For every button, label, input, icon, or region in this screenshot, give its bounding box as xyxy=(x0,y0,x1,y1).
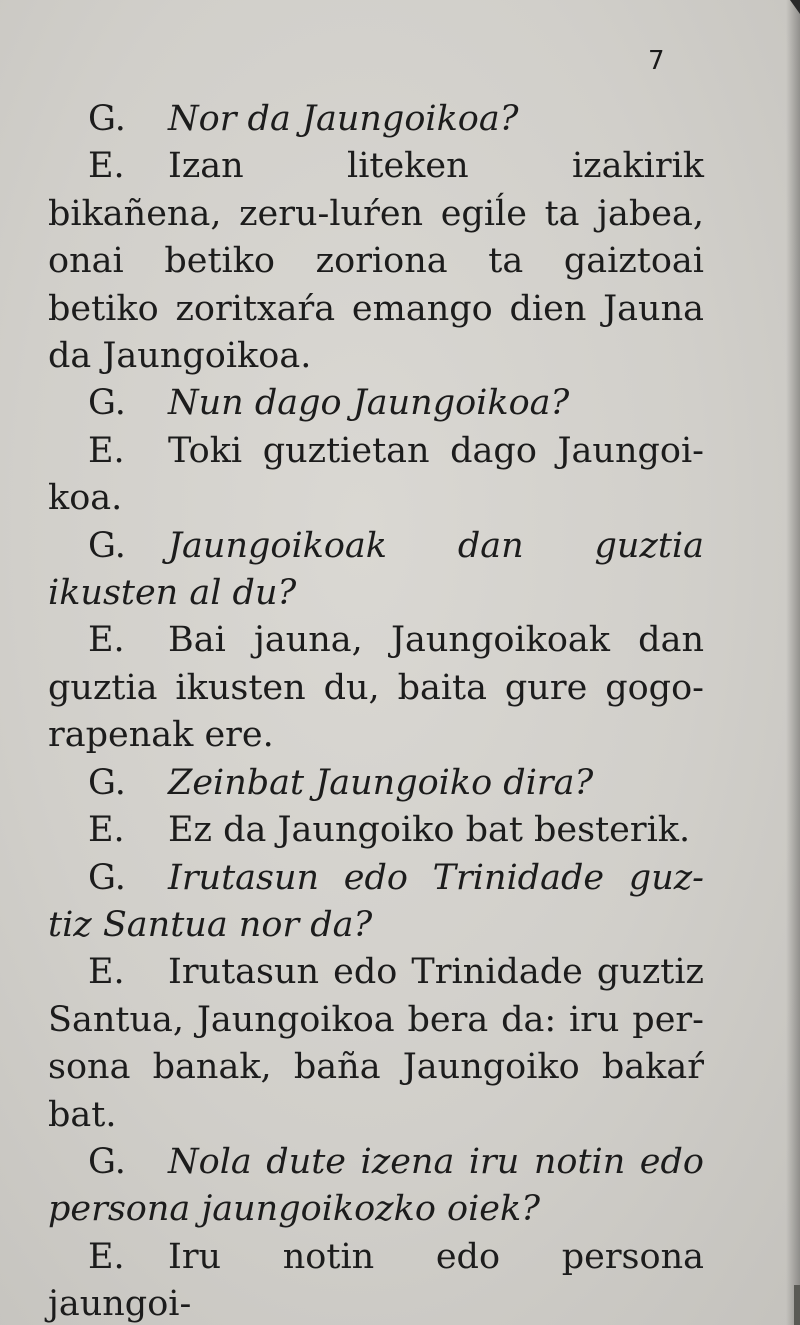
speaker-label: E. xyxy=(88,430,125,471)
speaker-label: E. xyxy=(88,146,125,187)
question-paragraph xyxy=(48,523,704,618)
question-paragraph xyxy=(48,1139,704,1234)
question-paragraph xyxy=(48,855,704,950)
question-paragraph xyxy=(48,380,704,427)
catechism-text xyxy=(48,96,704,1325)
speaker-label: G. xyxy=(88,857,126,898)
page-edge-shadow xyxy=(786,0,800,1325)
question-text: Nola dute izena iru notin edo persona jaungoikozko oiek? xyxy=(48,1141,704,1230)
answer-paragraph xyxy=(48,949,704,1139)
answer-paragraph xyxy=(48,1234,704,1325)
page-edge-mark xyxy=(794,1285,800,1325)
speaker-label: G. xyxy=(88,762,126,803)
answer-paragraph xyxy=(48,143,704,380)
answer-text: Toki guztietan dago Jaungoi-koa. xyxy=(48,430,704,519)
answer-paragraph xyxy=(48,807,704,854)
speaker-label: G. xyxy=(88,383,126,424)
question-paragraph xyxy=(48,760,704,807)
answer-paragraph xyxy=(48,428,704,523)
answer-text: Bai jauna, Jaungoikoak dan guztia ikusten du, baita gure gogo-rapenak ere. xyxy=(48,620,704,756)
question-text: Nun dago Jaungoikoa? xyxy=(168,383,570,424)
speaker-label: E. xyxy=(88,952,125,993)
answer-paragraph xyxy=(48,617,704,759)
question-text: Irutasun edo Trinidade guz-tiz Santua nor da? xyxy=(48,857,704,945)
speaker-label: E. xyxy=(88,810,125,851)
answer-text: Ez da Jaungoiko bat besterik. xyxy=(168,810,691,851)
question-text: Nor da Jaungoikoa? xyxy=(168,99,519,139)
answer-text: Izan liteken izakirik bikañena, zeru-luŕen egiĺe ta jabea, onai betiko zoriona ta gaiztoai betiko zoritxaŕa emango dien Jauna da Jaungoikoa. xyxy=(48,146,704,377)
question-text: Zeinbat Jaungoiko dira? xyxy=(168,762,594,803)
speaker-label: G. xyxy=(88,99,126,139)
question-paragraph xyxy=(48,96,704,143)
page-number: 7 xyxy=(648,46,665,76)
speaker-label: G. xyxy=(88,525,126,566)
speaker-label: E. xyxy=(88,620,125,661)
question-text: Jaungoikoak dan guztia ikusten al du? xyxy=(48,525,704,614)
page-corner-mark xyxy=(790,0,800,14)
answer-text: Irutasun edo Trinidade guztiz Santua, Jaungoikoa bera da: iru per-sona banak, baña Jaungoiko bakaŕ bat. xyxy=(48,952,704,1135)
answer-text: Iru notin edo persona jaungoi- xyxy=(48,1236,704,1325)
speaker-label: E. xyxy=(88,1236,125,1277)
speaker-label: G. xyxy=(88,1141,126,1182)
